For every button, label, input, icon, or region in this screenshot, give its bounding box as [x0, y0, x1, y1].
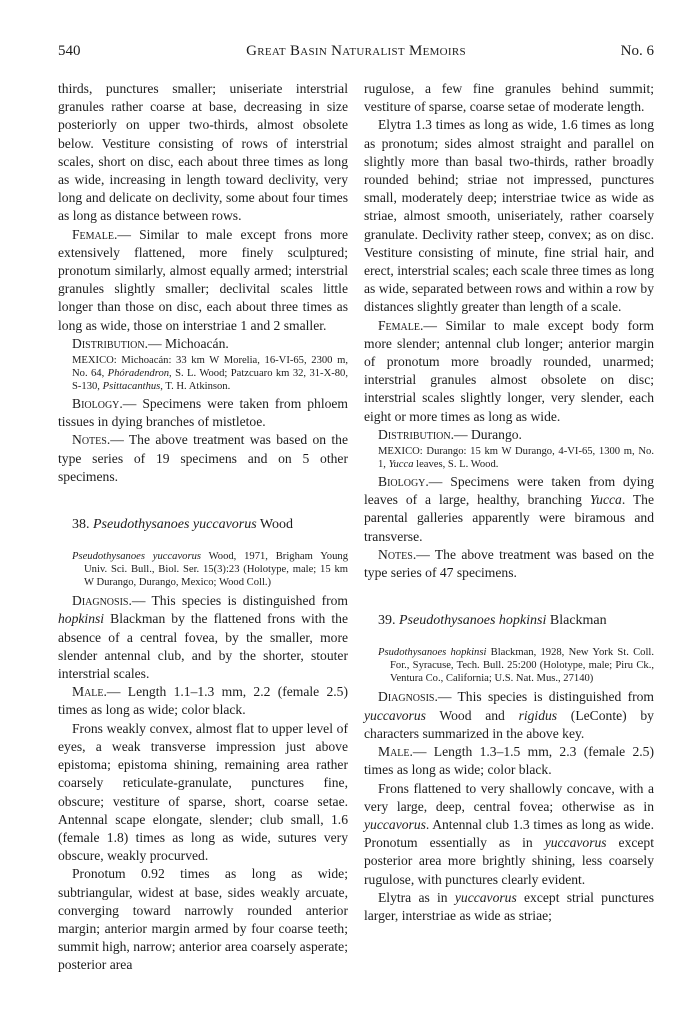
- paragraph-text: Elytra as in: [378, 889, 455, 905]
- section-label: Biology.—: [378, 474, 443, 490]
- species-name: Pseudothysanoes hopkinsi: [399, 613, 547, 629]
- taxon-name: rigidus: [518, 707, 558, 723]
- paragraph-text: except posterior area more brightly shining, less coarsely rugulose, with punctures clearly evident.: [364, 835, 655, 887]
- paragraph-text: This species is distinguished from: [451, 689, 654, 705]
- male-paragraph: [58, 683, 348, 719]
- section-label: Diagnosis.—: [378, 689, 452, 705]
- paragraph: rugulose, a few fine granules behind summit; vestiture of sparse, coarse setae of moderate length.: [364, 81, 654, 115]
- paragraph-text: Blackman by the flattened frons with the absence of a central fovea, by the smaller, more slender antennal club, and by the shorter, stouter interstrial scales.: [58, 611, 348, 682]
- running-title: Great Basin Naturalist Memoirs: [246, 43, 466, 59]
- citation-text: Wood, 1971, Brigham Young Univ. Sci. Bull., Biol. Ser. 15(3):23 (Holotype, male; 15 km W Durango, Durango, Mexico; Wood Coll.): [84, 551, 348, 589]
- paragraph-text: Similar to male except body form more slender; antennal club longer; anterior margin of pronotum more broadly rounded, unarmed; interstrial granules almost obsolete on disc; interstrial scales slightly longer, very slender, each eight or more times as long as wide.: [364, 317, 654, 424]
- frons-paragraph: [364, 780, 654, 889]
- paragraph-text: Specimens were taken from dying leaves of a large, healthy, branching: [364, 474, 654, 508]
- female-paragraph: [364, 317, 654, 426]
- section-label: Notes.—: [72, 432, 124, 448]
- section-label: Female.—: [378, 317, 437, 333]
- distribution-paragraph: [58, 335, 348, 353]
- taxon-name: yuccavorus: [544, 835, 607, 851]
- page-header: [58, 43, 654, 65]
- section-label: Female.—: [72, 226, 131, 242]
- distribution-record: [58, 354, 348, 393]
- biology-paragraph: [364, 473, 654, 546]
- species-heading-39: [364, 612, 654, 630]
- citation-name: Pseudothysanoes yuccavorus: [72, 551, 202, 563]
- species-name: Pseudothysanoes yuccavorus: [93, 517, 257, 533]
- section-label: Male.—: [72, 684, 121, 700]
- distribution-paragraph: [364, 426, 654, 444]
- paragraph-text: except strial punctures larger, interstriae as wide as striae;: [364, 889, 655, 923]
- paragraph-text: Specimens were taken from phloem tissues in dying branches of mistletoe.: [58, 396, 348, 430]
- host-name: Psittacanthus: [102, 381, 161, 393]
- issue-number: No. 6: [620, 43, 654, 59]
- taxon-name: hopkinsi: [58, 611, 105, 627]
- record-text: MEXICO: Michoacán: 33 km W Morelia, 16-VI-65, 2300 m, No. 64,: [72, 355, 348, 380]
- paragraph-text: Length 1.1–1.3 mm, 2.2 (female 2.5) times as long as wide; color black.: [58, 684, 348, 718]
- species-number: 38.: [72, 517, 93, 533]
- left-column: [58, 80, 348, 975]
- paragraph-text: Length 1.3–1.5 mm, 2.3 (female 2.5) times as long as wide; color black.: [364, 744, 654, 778]
- paragraph-text: This species is distinguished from: [145, 593, 348, 609]
- paragraph-text: Michoacán.: [161, 335, 229, 351]
- distribution-record: [364, 445, 654, 471]
- host-name: Phóradendron: [107, 368, 170, 380]
- species-author: Wood: [256, 517, 294, 533]
- section-label: Notes.—: [378, 546, 430, 562]
- record-text: , S. L. Wood; Patzcuaro km 32, 31-X-80, S-130,: [72, 368, 348, 393]
- host-name: Yucca: [388, 459, 414, 471]
- elytra-paragraph: Elytra 1.3 times as long as wide, 1.6 times as long as pronotum; sides almost straight and parallel on slightly more than basal two-thirds, rather broadly rounded behind; striae not impressed, punctures small, moderately deep; interstriae twice as wide as striae, almost smooth, uniseriately, rather coarsely granulate. Declivity rather steep, convex; as on disc. Vestiture consisting of minute, fine strial hair, and erect, interstrial scales; each scale three times as long as wide, separated between rows and within a row by distances slightly greater than length of a scale.: [364, 117, 654, 315]
- pronotum-paragraph: Pronotum 0.92 times as long as wide; subtriangular, widest at base, sides weakly arcuate, converging toward narrowly rounded anterior margin; anterior margin armed by four coarse teeth; summit high, narrow; anterior area coarsely asperate; posterior area: [58, 866, 348, 973]
- species-heading-38: [58, 516, 348, 534]
- paragraph-text: . The parental galleries apparently were biramous and transverse.: [364, 492, 654, 544]
- page-number: 540: [58, 43, 81, 59]
- paragraph-text: The above treatment was based on the type series of 47 specimens.: [364, 546, 654, 581]
- paragraph-text: . Antennal club 1.3 times as long as wide. Pronotum essentially as in: [364, 816, 654, 851]
- record-text: leaves, S. L. Wood.: [413, 459, 499, 471]
- diagnosis-paragraph: [364, 688, 654, 743]
- taxon-name: Yucca: [589, 492, 622, 508]
- paragraph-text: Similar to male except frons more extensively flattened, more finely sculptured; pronotum similarly, almost equally armed; interstrial granules slightly smaller; declivital scales little longer than those on disc, each about three times as long as wide, those on interstriae 1 and 2 smaller.: [58, 226, 348, 333]
- paragraph-text: Durango.: [467, 426, 522, 442]
- paragraph-text: Wood and: [425, 707, 519, 723]
- female-paragraph: [58, 226, 348, 335]
- notes-paragraph: [364, 546, 654, 582]
- citation-text: Blackman, 1928, New York St. Coll. For., Syracuse, Tech. Bull. 25:200 (Holotype, male; Piru Ck., Ventura Co., California; U.S. Nat. Mus., 27140): [390, 647, 654, 685]
- section-label: Male.—: [378, 744, 427, 760]
- species-citation: [376, 646, 654, 685]
- taxon-name: yuccavorus: [454, 889, 517, 905]
- paragraph-text: The above treatment was based on the type series of 19 specimens and on 5 other specimens.: [58, 432, 348, 484]
- right-column: [364, 80, 654, 925]
- biology-paragraph: [58, 395, 348, 431]
- record-text: , T. H. Atkinson.: [160, 381, 231, 393]
- citation-name: Psudothysanoes hopkinsi: [378, 647, 487, 659]
- section-label: Diagnosis.—: [72, 593, 146, 609]
- paragraph-text: (LeConte) by characters summarized in the above key.: [364, 707, 654, 741]
- species-citation: [70, 550, 348, 589]
- species-number: 39.: [378, 613, 399, 629]
- section-label: Biology.—: [72, 396, 137, 412]
- frons-paragraph: Frons weakly convex, almost flat to upper level of eyes, a weak transverse impression just above epistoma; epistoma shining, remaining area rather coarsely reticulate-granulate, punctures fine, obscure; vestiture of sparse, short, coarse setae. Antennal scape elongate, slender; club small, 1.6 (female 1.8) times as long as wide, sutures very obscure, weakly procurved.: [58, 720, 348, 864]
- paragraph-text: Frons flattened to very shallowly concave, with a very large, deep, central fovea; otherwise as in: [364, 780, 654, 814]
- section-label: Distribution.—: [378, 426, 468, 442]
- paragraph: thirds, punctures smaller; uniseriate interstrial granules rather coarse at base, decreasing in size posteriorly on upper two-thirds, almost obsolete below. Vestiture consisting of rows of interstrial scales, short on disc, each about three times as long as wide, increasing in length toward declivity, very long and delicate on declivity, some about four times as long as distance between rows.: [58, 81, 348, 224]
- notes-paragraph: [58, 431, 348, 486]
- section-label: Distribution.—: [72, 335, 162, 351]
- species-author: Blackman: [546, 613, 607, 629]
- elytra-paragraph: [364, 889, 654, 925]
- diagnosis-paragraph: [58, 592, 348, 683]
- record-text: MEXICO: Durango: 15 km W Durango, 4-VI-65, 1300 m, No. 1,: [378, 446, 654, 471]
- taxon-name: yuccavorus: [364, 816, 426, 832]
- male-paragraph: [364, 743, 654, 779]
- taxon-name: yuccavorus: [364, 707, 426, 723]
